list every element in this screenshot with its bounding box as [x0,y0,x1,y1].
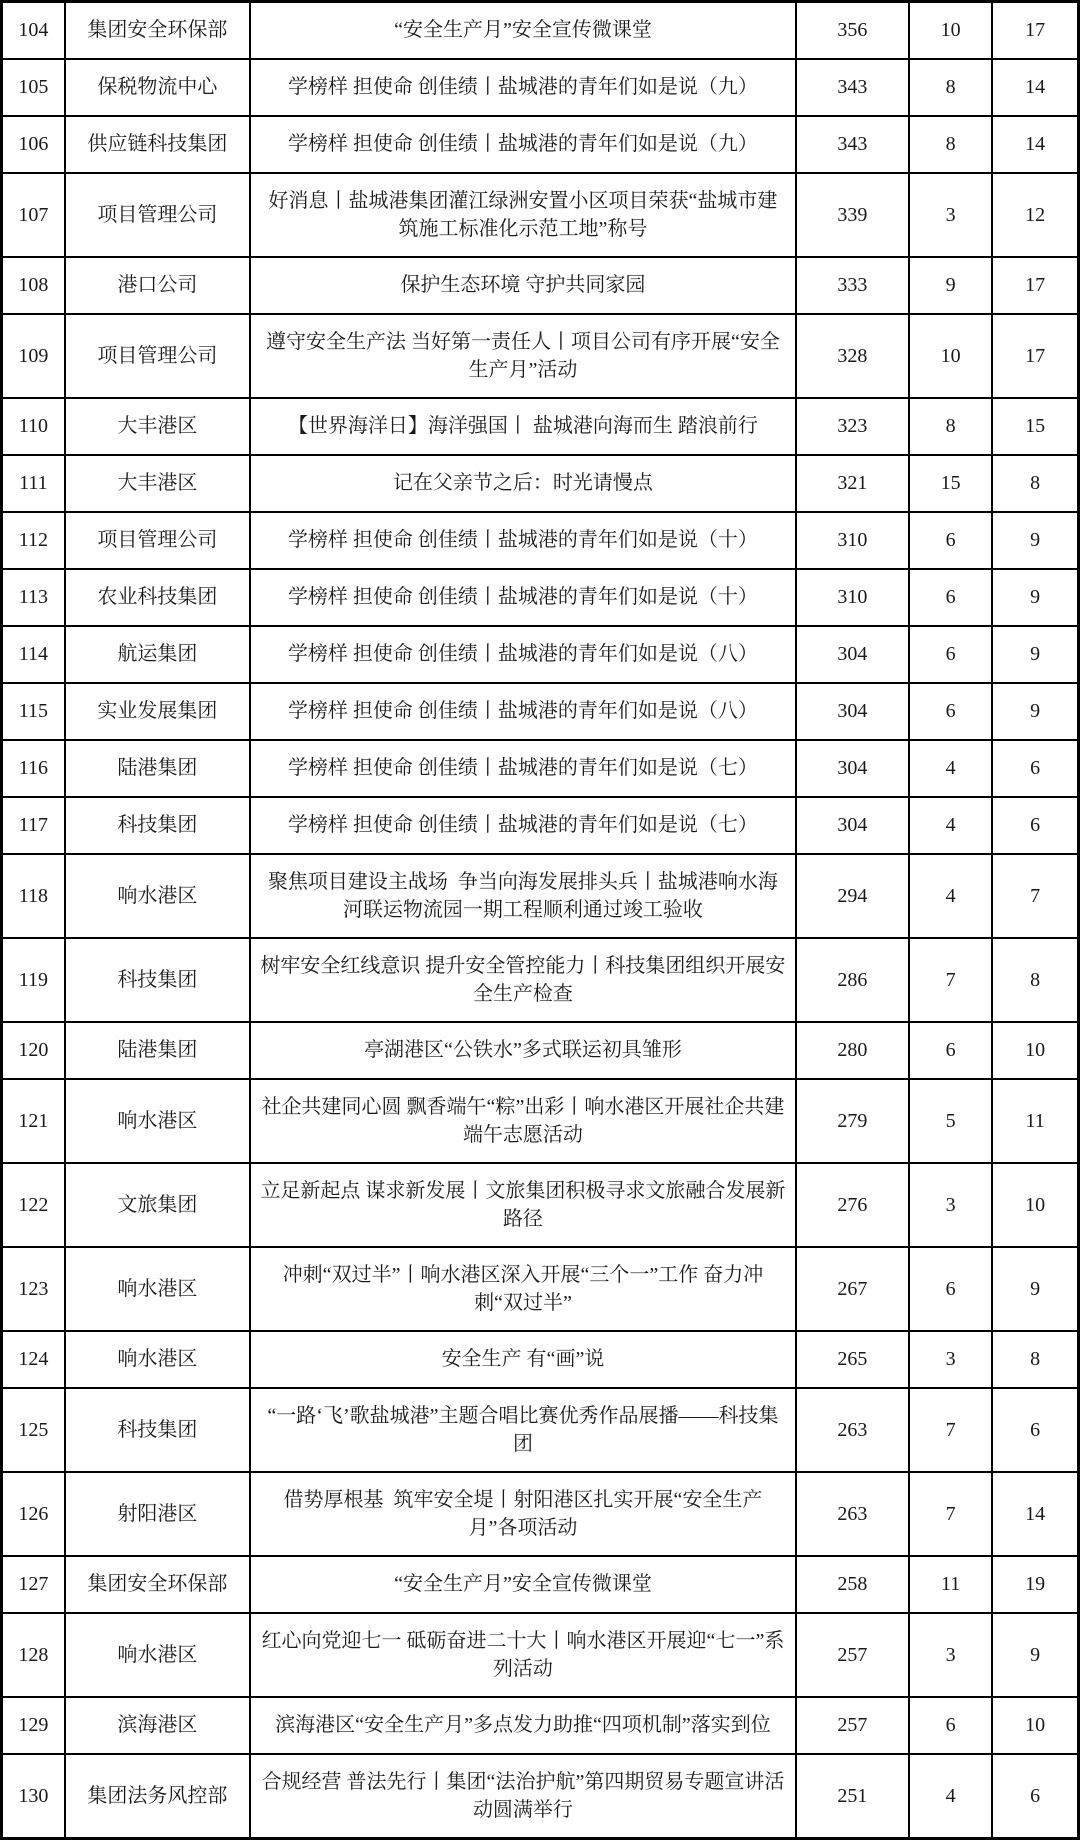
row-number-cell: 118 [2,854,65,938]
metric-3-cell: 9 [992,569,1078,626]
metric-1-cell: 267 [796,1247,909,1331]
metric-2-cell: 3 [909,1163,992,1247]
metric-3-cell: 10 [992,1022,1078,1079]
table-row [2,257,1079,314]
metric-3-cell: 14 [992,1472,1078,1556]
table-row [2,1079,1079,1163]
table-row [2,59,1079,116]
metric-3-cell: 6 [992,797,1078,854]
department-cell: 响水港区 [65,1247,251,1331]
metric-1-cell: 294 [796,854,909,938]
metric-2-cell: 10 [909,2,992,59]
article-title-cell: 聚焦项目建设主战场 争当向海发展排头兵丨盐城港响水海河联运物流园一期工程顺利通过竣工验收 [250,854,796,938]
department-cell: 文旅集团 [65,1163,251,1247]
article-title-cell: 记在父亲节之后：时光请慢点 [250,455,796,512]
metric-3-cell: 6 [992,740,1078,797]
metric-2-cell: 11 [909,1556,992,1613]
row-number-cell: 125 [2,1388,65,1472]
metric-2-cell: 8 [909,59,992,116]
article-title-cell: 学榜样 担使命 创佳绩丨盐城港的青年们如是说（八） [250,626,796,683]
table-row [2,1388,1079,1472]
metric-2-cell: 7 [909,938,992,1022]
article-title-cell: 遵守安全生产法 当好第一责任人丨项目公司有序开展“安全生产月”活动 [250,314,796,398]
department-cell: 响水港区 [65,854,251,938]
department-cell: 集团安全环保部 [65,1556,251,1613]
table-row [2,797,1079,854]
metric-2-cell: 4 [909,854,992,938]
article-title-cell: 合规经营 普法先行丨集团“法治护航”第四期贸易专题宣讲活动圆满举行 [250,1754,796,1839]
department-cell: 大丰港区 [65,455,251,512]
row-number-cell: 115 [2,683,65,740]
article-title-cell: 学榜样 担使命 创佳绩丨盐城港的青年们如是说（七） [250,797,796,854]
table-row [2,455,1079,512]
metric-1-cell: 258 [796,1556,909,1613]
row-number-cell: 112 [2,512,65,569]
table-row [2,173,1079,257]
metric-2-cell: 6 [909,1022,992,1079]
department-cell: 项目管理公司 [65,512,251,569]
article-title-cell: “安全生产月”安全宣传微课堂 [250,1556,796,1613]
table-row [2,854,1079,938]
metric-1-cell: 265 [796,1331,909,1388]
metric-2-cell: 6 [909,1697,992,1754]
row-number-cell: 114 [2,626,65,683]
metric-2-cell: 3 [909,173,992,257]
metric-2-cell: 7 [909,1472,992,1556]
article-title-cell: 立足新起点 谋求新发展丨文旅集团积极寻求文旅融合发展新路径 [250,1163,796,1247]
metric-2-cell: 6 [909,1247,992,1331]
metric-3-cell: 9 [992,1247,1078,1331]
row-number-cell: 109 [2,314,65,398]
department-cell: 陆港集团 [65,740,251,797]
department-cell: 响水港区 [65,1331,251,1388]
article-title-cell: 树牢安全红线意识 提升安全管控能力丨科技集团组织开展安全生产检查 [250,938,796,1022]
metric-2-cell: 3 [909,1331,992,1388]
row-number-cell: 124 [2,1331,65,1388]
department-cell: 响水港区 [65,1613,251,1697]
metric-1-cell: 304 [796,683,909,740]
metric-2-cell: 8 [909,116,992,173]
metric-2-cell: 9 [909,257,992,314]
department-cell: 科技集团 [65,797,251,854]
metric-2-cell: 4 [909,1754,992,1839]
table-row [2,626,1079,683]
article-title-cell: 好消息丨盐城港集团灌江绿洲安置小区项目荣获“盐城市建筑施工标准化示范工地”称号 [250,173,796,257]
article-title-cell: 冲刺“双过半”丨响水港区深入开展“三个一”工作 奋力冲刺“双过半” [250,1247,796,1331]
metric-1-cell: 304 [796,797,909,854]
department-cell: 科技集团 [65,938,251,1022]
department-cell: 科技集团 [65,1388,251,1472]
department-cell: 陆港集团 [65,1022,251,1079]
metric-1-cell: 257 [796,1613,909,1697]
department-cell: 集团安全环保部 [65,2,251,59]
metric-3-cell: 8 [992,455,1078,512]
metric-1-cell: 328 [796,314,909,398]
metric-3-cell: 7 [992,854,1078,938]
metric-2-cell: 6 [909,569,992,626]
metric-3-cell: 10 [992,1697,1078,1754]
department-cell: 项目管理公司 [65,314,251,398]
row-number-cell: 119 [2,938,65,1022]
row-number-cell: 129 [2,1697,65,1754]
article-title-cell: 亭湖港区“公铁水”多式联运初具雏形 [250,1022,796,1079]
metric-1-cell: 321 [796,455,909,512]
article-title-cell: 保护生态环境 守护共同家园 [250,257,796,314]
metric-2-cell: 4 [909,797,992,854]
row-number-cell: 113 [2,569,65,626]
table-row [2,512,1079,569]
metric-3-cell: 11 [992,1079,1078,1163]
metric-1-cell: 276 [796,1163,909,1247]
table-row [2,683,1079,740]
row-number-cell: 128 [2,1613,65,1697]
metric-1-cell: 343 [796,59,909,116]
table-row [2,740,1079,797]
article-title-cell: 学榜样 担使命 创佳绩丨盐城港的青年们如是说（十） [250,569,796,626]
metric-3-cell: 15 [992,398,1078,455]
metric-1-cell: 257 [796,1697,909,1754]
metric-3-cell: 19 [992,1556,1078,1613]
metric-3-cell: 12 [992,173,1078,257]
article-title-cell: 红心向党迎七一 砥砺奋进二十大丨响水港区开展迎“七一”系列活动 [250,1613,796,1697]
metric-1-cell: 343 [796,116,909,173]
table-row [2,1331,1079,1388]
metric-1-cell: 280 [796,1022,909,1079]
metric-1-cell: 263 [796,1388,909,1472]
table-row [2,938,1079,1022]
table-row [2,398,1079,455]
article-title-cell: 滨海港区“安全生产月”多点发力助推“四项机制”落实到位 [250,1697,796,1754]
article-title-cell: “一路‘飞’歌盐城港”主题合唱比赛优秀作品展播——科技集团 [250,1388,796,1472]
metric-1-cell: 251 [796,1754,909,1839]
metric-1-cell: 310 [796,569,909,626]
metric-2-cell: 7 [909,1388,992,1472]
department-cell: 港口公司 [65,257,251,314]
article-title-cell: 【世界海洋日】海洋强国丨 盐城港向海而生 踏浪前行 [250,398,796,455]
row-number-cell: 110 [2,398,65,455]
metric-3-cell: 9 [992,683,1078,740]
metric-3-cell: 17 [992,314,1078,398]
metric-1-cell: 310 [796,512,909,569]
row-number-cell: 116 [2,740,65,797]
table-row [2,1247,1079,1331]
article-title-cell: 学榜样 担使命 创佳绩丨盐城港的青年们如是说（九） [250,116,796,173]
metric-1-cell: 263 [796,1472,909,1556]
metric-2-cell: 6 [909,512,992,569]
metric-1-cell: 356 [796,2,909,59]
department-cell: 航运集团 [65,626,251,683]
department-cell: 响水港区 [65,1079,251,1163]
row-number-cell: 123 [2,1247,65,1331]
row-number-cell: 104 [2,2,65,59]
metric-3-cell: 9 [992,512,1078,569]
article-title-cell: 学榜样 担使命 创佳绩丨盐城港的青年们如是说（十） [250,512,796,569]
row-number-cell: 122 [2,1163,65,1247]
table-row [2,1613,1079,1697]
department-cell: 供应链科技集团 [65,116,251,173]
article-title-cell: 安全生产 有“画”说 [250,1331,796,1388]
row-number-cell: 108 [2,257,65,314]
metric-1-cell: 279 [796,1079,909,1163]
department-cell: 滨海港区 [65,1697,251,1754]
row-number-cell: 106 [2,116,65,173]
article-title-cell: 学榜样 担使命 创佳绩丨盐城港的青年们如是说（八） [250,683,796,740]
metric-3-cell: 10 [992,1163,1078,1247]
table-row [2,1697,1079,1754]
metric-2-cell: 3 [909,1613,992,1697]
row-number-cell: 111 [2,455,65,512]
table-row [2,116,1079,173]
row-number-cell: 130 [2,1754,65,1839]
metric-1-cell: 304 [796,626,909,683]
article-title-cell: 学榜样 担使命 创佳绩丨盐城港的青年们如是说（七） [250,740,796,797]
table-body [2,2,1079,1839]
department-cell: 农业科技集团 [65,569,251,626]
department-cell: 项目管理公司 [65,173,251,257]
metric-1-cell: 286 [796,938,909,1022]
table-row [2,1754,1079,1839]
row-number-cell: 117 [2,797,65,854]
row-number-cell: 105 [2,59,65,116]
table-row [2,1472,1079,1556]
article-title-cell: 学榜样 担使命 创佳绩丨盐城港的青年们如是说（九） [250,59,796,116]
metric-3-cell: 9 [992,1613,1078,1697]
table-row [2,569,1079,626]
metric-2-cell: 4 [909,740,992,797]
metric-2-cell: 15 [909,455,992,512]
table-row [2,1163,1079,1247]
department-cell: 集团法务风控部 [65,1754,251,1839]
metric-2-cell: 10 [909,314,992,398]
metric-1-cell: 333 [796,257,909,314]
metric-2-cell: 6 [909,626,992,683]
department-cell: 保税物流中心 [65,59,251,116]
department-cell: 射阳港区 [65,1472,251,1556]
article-title-cell: “安全生产月”安全宣传微课堂 [250,2,796,59]
metric-3-cell: 8 [992,1331,1078,1388]
row-number-cell: 121 [2,1079,65,1163]
row-number-cell: 126 [2,1472,65,1556]
department-cell: 实业发展集团 [65,683,251,740]
metric-1-cell: 323 [796,398,909,455]
metric-3-cell: 9 [992,626,1078,683]
department-cell: 大丰港区 [65,398,251,455]
metric-3-cell: 14 [992,59,1078,116]
article-title-cell: 借势厚根基 筑牢安全堤丨射阳港区扎实开展“安全生产月”各项活动 [250,1472,796,1556]
metric-3-cell: 6 [992,1754,1078,1839]
metric-3-cell: 14 [992,116,1078,173]
table-row [2,1556,1079,1613]
metric-1-cell: 304 [796,740,909,797]
table-row [2,1022,1079,1079]
row-number-cell: 127 [2,1556,65,1613]
table-row [2,314,1079,398]
metric-3-cell: 17 [992,2,1078,59]
row-number-cell: 120 [2,1022,65,1079]
metric-1-cell: 339 [796,173,909,257]
metric-2-cell: 5 [909,1079,992,1163]
metric-3-cell: 8 [992,938,1078,1022]
metric-3-cell: 6 [992,1388,1078,1472]
row-number-cell: 107 [2,173,65,257]
metric-2-cell: 6 [909,683,992,740]
metric-3-cell: 17 [992,257,1078,314]
table-row [2,2,1079,59]
article-title-cell: 社企共建同心圆 飘香端午“粽”出彩丨响水港区开展社企共建端午志愿活动 [250,1079,796,1163]
metric-2-cell: 8 [909,398,992,455]
